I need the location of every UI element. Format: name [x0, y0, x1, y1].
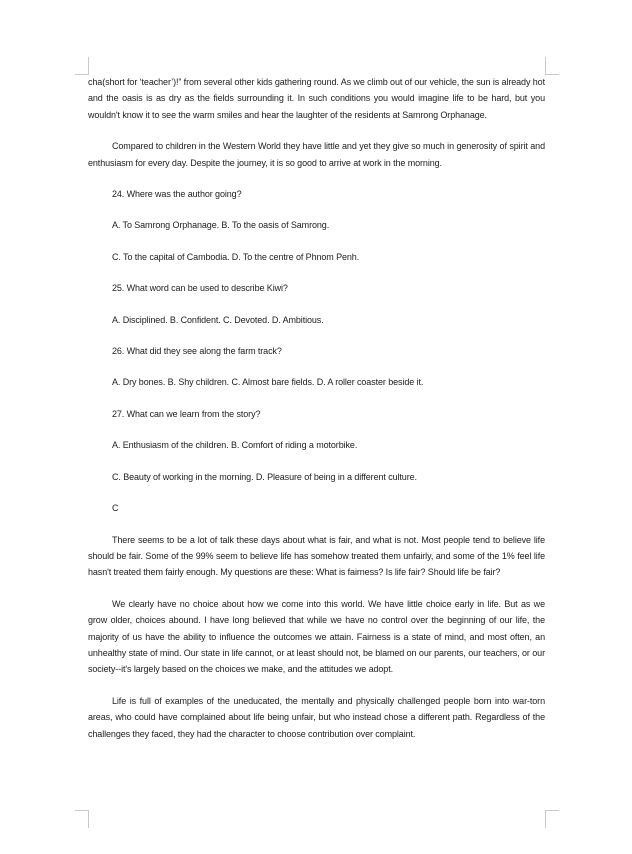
passage-c-paragraph-1: There seems to be a lot of talk these days about what is fair, and what is not. Most people tend to believe life should be fair. Some of the 99% seem to believe life has somehow treated them unfairly, and some of the 1% feel life hasn't treated them fairly enough. My questions are these: What is fairness? Is life fair? Should life be fair? — [88, 534, 545, 578]
body-paragraph: Compared to children in the Western World they have little and yet they give so much in generosity of spirit and enthusiasm for every day. Despite the journey, it is so good to arrive at work in the morning. — [88, 141, 545, 168]
question-27-options-cd: C. Beauty of working in the morning. D. Pleasure of being in a different culture. — [112, 471, 417, 482]
question-27-options-ab: A. Enthusiasm of the children. B. Comfort of riding a motorbike. — [112, 440, 358, 451]
passage-c-paragraph-3: Life is full of examples of the uneducated, the mentally and physically challenged people born into war-torn areas, who could have complained about life being unfair, but who instead chose a different path. Regardless of the challenges they faced, they had the character to choose contribution over complaint. — [88, 695, 545, 739]
question-25: 25. What word can be used to describe Kiwi? — [112, 283, 288, 294]
question-27: 27. What can we learn from the story? — [112, 408, 261, 419]
question-24: 24. Where was the author going? — [112, 189, 242, 200]
question-24-options-cd: C. To the capital of Cambodia. D. To the centre of Phnom Penh. — [112, 251, 360, 262]
margin-mark-bottom-right — [545, 810, 559, 828]
question-26: 26. What did they see along the farm track? — [112, 346, 282, 357]
question-25-options: A. Disciplined. B. Confident. C. Devoted. D. Ambitious. — [112, 314, 324, 325]
section-label-c: C — [112, 503, 119, 514]
margin-mark-top-left — [75, 57, 89, 75]
question-26-options: A. Dry bones. B. Shy children. C. Almost bare fields. D. A roller coaster beside it. — [112, 377, 424, 388]
text-block — [88, 74, 545, 757]
body-text-continuation: cha(short for ‘teacher’)!” from several other kids gathering round. As we climb out of our vehicle, the sun is already hot and the oasis is as dry as the fields surrounding it. In such conditions you would imagine life to be hard, but you wouldn't know it to see the warm smiles and hear the laughter of the residents at Samrong Orphanage. — [88, 77, 545, 120]
question-24-options-ab: A. To Samrong Orphanage. B. To the oasis of Samrong. — [112, 220, 330, 231]
margin-mark-bottom-left — [75, 810, 89, 828]
passage-c-paragraph-2: We clearly have no choice about how we come into this world. We have little choice early in life. But as we grow older, choices abound. I have long believed that while we have no control over the beginning of our life, the majority of us have the ability to influence the outcomes we attain. Fairness is a state of mind, and most often, an unhealthy state of mind. Our state in life cannot, or at least should not, be blamed on our parents, our teachers, or our society--it's largely based on the choices we make, and the attitudes we adopt. — [88, 598, 545, 675]
margin-mark-top-right — [545, 57, 559, 75]
